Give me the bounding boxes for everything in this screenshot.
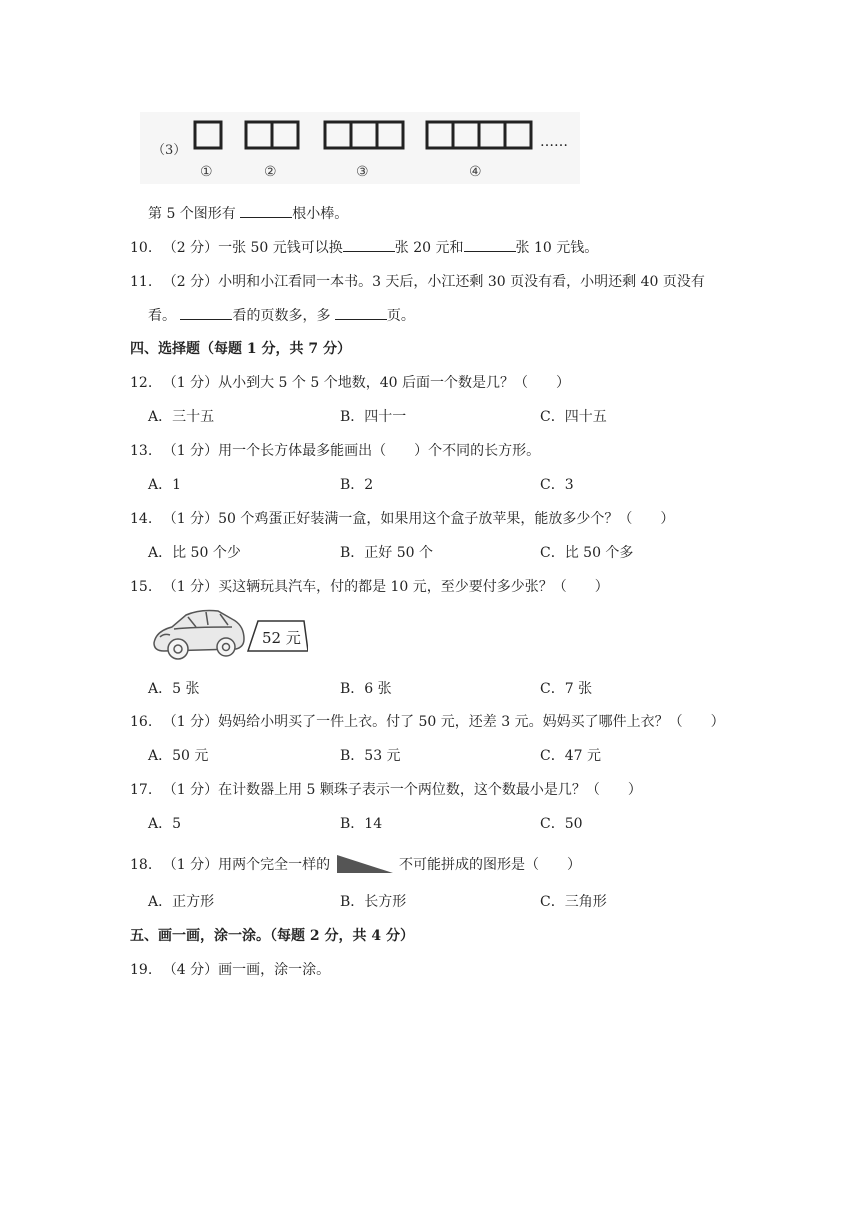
q9-suffix: 根小棒。 bbox=[292, 206, 349, 222]
q13-option-c[interactable]: C．3 bbox=[540, 477, 574, 493]
figure-1-squares bbox=[195, 122, 221, 148]
q14-option-a[interactable]: A．比 50 个少 bbox=[148, 545, 241, 561]
q17-option-a[interactable]: A．5 bbox=[148, 816, 182, 832]
figure-2-squares bbox=[246, 122, 298, 148]
q13-option-b[interactable]: B．2 bbox=[340, 477, 374, 493]
q16-option-b[interactable]: B．53 元 bbox=[340, 748, 401, 764]
q10-blank-1[interactable] bbox=[343, 237, 395, 252]
section-5-heading: 五、画一画，涂一涂。（每题 2 分，共 4 分） bbox=[130, 928, 414, 944]
q13-number: 13. bbox=[130, 443, 153, 459]
q18-text-a: （1 分）用两个完全一样的 bbox=[162, 857, 331, 873]
q17-option-b[interactable]: B．14 bbox=[340, 816, 383, 832]
q15-option-b[interactable]: B．6 张 bbox=[340, 681, 392, 697]
section-4-heading: 四、选择题（每题 1 分，共 7 分） bbox=[130, 341, 351, 357]
q11-line2-a: 看。 bbox=[148, 308, 181, 324]
q17-option-c[interactable]: C．50 bbox=[540, 816, 583, 832]
figure-ellipsis: …… bbox=[540, 134, 568, 150]
figure-label-1: ① bbox=[200, 164, 213, 180]
right-triangle-icon bbox=[337, 851, 393, 877]
q9-blank[interactable] bbox=[240, 203, 292, 218]
q13-text: （1 分）用一个长方体最多能画出（ ）个不同的长方形。 bbox=[162, 443, 541, 459]
q9-prefix: 第 5 个图形有 bbox=[148, 206, 241, 222]
q10-blank-2[interactable] bbox=[464, 237, 516, 252]
question-11-line2 bbox=[148, 305, 415, 325]
question-19 bbox=[130, 959, 330, 979]
q14-option-c[interactable]: C．比 50 个多 bbox=[540, 545, 634, 561]
q18-text-b: 不可能拼成的图形是（ ） bbox=[398, 857, 581, 873]
q15-text: （1 分）买这辆玩具汽车，付的都是 10 元，至少要付多少张？（ ） bbox=[162, 579, 609, 595]
q19-number: 19. bbox=[130, 962, 153, 978]
figure-4-squares bbox=[427, 122, 531, 148]
q16-text: （1 分）妈妈给小明买了一件上衣。付了 50 元，还差 3 元。妈妈买了哪件上衣？（ ） bbox=[162, 714, 725, 730]
q11-line1: （2 分）小明和小江看同一本书。3 天后，小江还剩 30 页没有看，小明还剩 40 页没有 bbox=[162, 274, 705, 290]
figure-label-4: ④ bbox=[469, 164, 482, 180]
q11-line2-c: 页。 bbox=[386, 308, 415, 324]
q12-text: （1 分）从小到大 5 个 5 个地数，40 后面一个数是几？（ ） bbox=[162, 375, 570, 391]
q9-answer-line bbox=[148, 203, 348, 223]
q18-option-a[interactable]: A．正方形 bbox=[148, 894, 215, 910]
figure-label-2: ② bbox=[264, 164, 277, 180]
figure-3-squares bbox=[325, 122, 403, 148]
figure-part-label: （3） bbox=[152, 143, 187, 158]
q16-number: 16. bbox=[130, 714, 153, 730]
q16-option-a[interactable]: A．50 元 bbox=[148, 748, 209, 764]
q14-number: 14. bbox=[130, 511, 153, 527]
q11-blank-2[interactable] bbox=[335, 305, 387, 320]
stick-figure-panel bbox=[140, 112, 580, 184]
q14-option-b[interactable]: B．正好 50 个 bbox=[340, 545, 434, 561]
q12-number: 12. bbox=[130, 375, 153, 391]
question-13 bbox=[130, 440, 540, 460]
question-12 bbox=[130, 372, 570, 392]
question-16 bbox=[130, 711, 725, 731]
q18-option-c[interactable]: C．三角形 bbox=[540, 894, 607, 910]
q15-option-c[interactable]: C．7 张 bbox=[540, 681, 593, 697]
q18-option-b[interactable]: B．长方形 bbox=[340, 894, 407, 910]
q14-text: （1 分）50 个鸡蛋正好装满一盒，如果用这个盒子放苹果，能放多少个？（ ） bbox=[162, 511, 675, 527]
q11-number: 11. bbox=[130, 274, 153, 290]
question-18 bbox=[130, 851, 581, 877]
q19-text: （4 分）画一画，涂一涂。 bbox=[162, 962, 331, 978]
q16-option-c[interactable]: C．47 元 bbox=[540, 748, 601, 764]
q15-number: 15. bbox=[130, 579, 153, 595]
question-10 bbox=[130, 237, 598, 257]
q15-option-a[interactable]: A．5 张 bbox=[148, 681, 200, 697]
car-icon bbox=[154, 611, 244, 660]
question-15 bbox=[130, 576, 609, 596]
q12-option-c[interactable]: C．四十五 bbox=[540, 409, 607, 425]
question-11-line1 bbox=[130, 271, 705, 291]
q10-text-b: 张 20 元和 bbox=[394, 240, 464, 256]
q11-blank-1[interactable] bbox=[180, 305, 232, 320]
q10-text-a: （2 分）一张 50 元钱可以换 bbox=[162, 240, 343, 256]
q13-option-a[interactable]: A．1 bbox=[148, 477, 182, 493]
price-tag-text: 52 元 bbox=[262, 629, 301, 647]
q11-line2-b: 看的页数多，多 bbox=[232, 308, 335, 324]
stick-figures-svg bbox=[140, 112, 580, 184]
toy-car-svg bbox=[148, 605, 308, 665]
q18-number: 18. bbox=[130, 857, 153, 873]
question-17 bbox=[130, 779, 642, 799]
q12-option-b[interactable]: B．四十一 bbox=[340, 409, 407, 425]
q17-number: 17. bbox=[130, 782, 153, 798]
q10-text-c: 张 10 元钱。 bbox=[515, 240, 599, 256]
q17-text: （1 分）在计数器上用 5 颗珠子表示一个两位数，这个数最小是几？（ ） bbox=[162, 782, 642, 798]
figure-label-3: ③ bbox=[356, 164, 369, 180]
q10-number: 10. bbox=[130, 240, 153, 256]
toy-car-illustration bbox=[148, 605, 308, 665]
question-14 bbox=[130, 508, 674, 528]
q12-option-a[interactable]: A．三十五 bbox=[148, 409, 215, 425]
